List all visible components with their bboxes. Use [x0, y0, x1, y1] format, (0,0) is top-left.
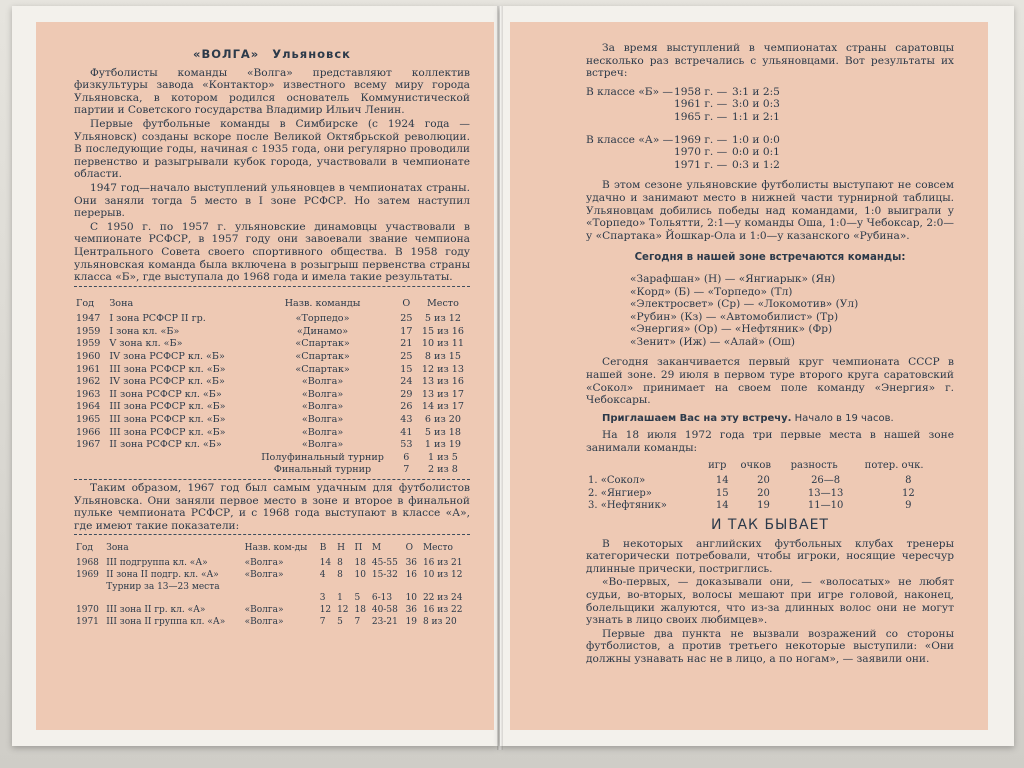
- table-row: [74, 617, 470, 629]
- cell-zone: IV зона РСФСР кл. «Б»: [109, 351, 225, 363]
- cell-place: 10 из 11: [421, 338, 464, 350]
- cell-games: 15: [715, 487, 729, 499]
- table-row: [74, 593, 470, 605]
- table-row: [74, 605, 470, 617]
- col-points: очков: [740, 459, 772, 471]
- table-row: [74, 313, 470, 326]
- cell-place: 22 из 24: [422, 593, 463, 604]
- col-draws: Н: [337, 543, 345, 554]
- cell-team: «Спартак»: [295, 351, 350, 363]
- cell-d: 8: [337, 557, 343, 568]
- col-place: Место: [426, 297, 459, 309]
- cell-year: 1968: [76, 557, 99, 568]
- cell-goals: 23-21: [371, 616, 398, 627]
- cell-team: 3. «Нефтяник»: [588, 500, 667, 512]
- table-rule: [74, 479, 470, 480]
- table-row: [74, 338, 470, 351]
- cell-w: 14: [319, 557, 332, 568]
- table-row: [586, 500, 954, 513]
- table-row: [74, 439, 470, 452]
- table-header-row: [74, 295, 470, 314]
- cell-place: 8 из 20: [422, 616, 457, 627]
- result-year: 1965 г. —: [674, 110, 728, 123]
- col-wins: В: [319, 543, 327, 554]
- cell-place: 16 из 22: [422, 605, 463, 616]
- result-year: 1969 г. —: [674, 133, 728, 146]
- result-class: [586, 159, 674, 172]
- cell-points: 25: [400, 351, 413, 363]
- cell-team: «Волга»: [301, 401, 344, 413]
- cell-points: 43: [400, 414, 413, 426]
- col-games: игр: [708, 459, 727, 471]
- history-paragraph: Футболисты команды «Волга» представляют коллектив физкультуры завода «Контактор» известного всему миру города Ульяновска, в котором родился основатель Коммунистической партии и Советского государства Владимир Ильич Ленин.: [74, 66, 470, 117]
- result-score: 0:3 и 1:2: [732, 158, 780, 171]
- cell-team: «Волга»: [301, 426, 344, 438]
- cell-goals: 40-58: [371, 605, 398, 616]
- cell-place: 10 из 12: [422, 569, 463, 580]
- result-class: [586, 111, 674, 124]
- cell-zone: III зона РСФСР кл. «Б»: [109, 426, 226, 438]
- cell-pts: 36: [405, 605, 418, 616]
- result-year: 1958 г. —: [674, 85, 728, 98]
- col-points: О: [402, 297, 411, 309]
- cell-zone: I зона РСФСР II гр.: [109, 313, 206, 325]
- result-score: 1:0 и 0:0: [732, 133, 780, 146]
- cell-year: 1963: [76, 388, 101, 400]
- table-row: [74, 582, 470, 594]
- cell-points: 6: [403, 451, 410, 463]
- cell-zone: II зона РСФСР кл. «Б»: [109, 439, 222, 451]
- standings-intro: На 18 июля 1972 года три первые места в нашей зоне занимали команды:: [586, 429, 954, 455]
- cell-team: [243, 582, 318, 594]
- table-row: [74, 452, 470, 465]
- cell-w: 12: [319, 605, 332, 616]
- cell-lost-points: 12: [901, 487, 915, 499]
- cell-pts: 10: [405, 593, 418, 604]
- cell-place: [421, 582, 470, 594]
- cell-l: [352, 582, 369, 594]
- result-row: [586, 86, 954, 99]
- col-year: Год: [76, 297, 95, 309]
- cell-year: 1960: [76, 351, 101, 363]
- cell-team: «Спартак»: [295, 363, 350, 375]
- cell-goal-diff: 13—13: [807, 487, 844, 499]
- cell-team: «Торпедо»: [295, 313, 350, 325]
- result-score: 1:1 и 2:1: [732, 110, 780, 123]
- cell-team: 1. «Сокол»: [588, 475, 646, 487]
- table-row: [74, 464, 470, 477]
- table-row: [586, 488, 954, 501]
- cell-year: 1967: [76, 439, 101, 451]
- cell-team: «Динамо»: [296, 325, 349, 337]
- right-page-content: [586, 42, 954, 667]
- cell-place: 13 из 16: [421, 376, 464, 388]
- invitation: [586, 413, 954, 426]
- table-row: [74, 389, 470, 402]
- cell-zone: III зона РСФСР кл. «Б»: [109, 363, 226, 375]
- cell-points: 17: [400, 325, 413, 337]
- table-rule: [74, 534, 470, 535]
- col-goals: М: [371, 543, 382, 554]
- fixture-item: «Зенит» (Иж) — «Алай» (Ош): [630, 335, 796, 348]
- cell-lost-points: 9: [905, 500, 912, 512]
- col-year: Год: [76, 543, 93, 554]
- fixture-item: «Зарафшан» (Н) — «Янгиарык» (Ян): [630, 272, 836, 285]
- cell-lost-points: 8: [905, 475, 912, 487]
- cell-team: Полуфинальный турнир: [261, 451, 384, 463]
- table-row: [74, 427, 470, 440]
- season-paragraph: В этом сезоне ульяновские футболисты выступают не совсем удачно и занимают место в нижней части турнирной таблицы. Ульяновцам добились победы над командами, 1:0 выиграли у «Торпедо» Тольятти, 2:1—у команды Оша, 1:0—у Чебоксар, 2:0—у «Спартака» Йошкар-Ола и 1:0—у казанского «Рубина».: [586, 179, 954, 242]
- result-score: 3:0 и 0:3: [732, 98, 780, 111]
- cell-pts: [404, 582, 421, 594]
- cell-place: 16 из 21: [422, 557, 463, 568]
- cell-place: 5 из 12: [424, 313, 461, 325]
- cell-place: 5 из 18: [424, 426, 461, 438]
- cell-w: [318, 582, 335, 594]
- invitation-time: Начало в 19 часов.: [791, 412, 894, 424]
- cell-year: 1965: [76, 414, 101, 426]
- result-score: 0:0 и 0:1: [732, 146, 780, 159]
- cell-points: 19: [757, 500, 770, 512]
- cell-team: «Волга»: [244, 569, 284, 580]
- table-row: [74, 326, 470, 339]
- col-goal-diff: разность: [790, 459, 838, 471]
- meetings-intro: За время выступлений в чемпионатах страны саратовцы несколько раз встречались с ульяновцами. Вот результаты их встреч:: [586, 42, 954, 80]
- cell-team: «Волга»: [244, 557, 284, 568]
- fixtures-list: [586, 273, 954, 349]
- cell-place: 13 из 17: [421, 388, 464, 400]
- cell-team: «Волга»: [301, 439, 344, 451]
- cell-points: 21: [400, 338, 413, 350]
- cell-place: 12 из 13: [421, 363, 464, 375]
- result-class: [586, 98, 674, 111]
- col-place: Место: [422, 543, 453, 554]
- result-class: [586, 146, 674, 159]
- booklet-fold: [497, 6, 503, 750]
- cell-zone: II зона РСФСР кл. «Б»: [109, 388, 222, 400]
- cell-year: [74, 593, 104, 605]
- summary-paragraph: Таким образом, 1967 год был самым удачным для футболистов Ульяновска. Они заняли первое место в зоне и второе в финальной пульке чемпионата РСФСР, и с 1968 года выступают в классе «А», где имеют такие показатели:: [74, 482, 470, 532]
- invitation-bold: Приглашаем Вас на эту встречу.: [602, 412, 792, 424]
- result-row: [586, 146, 954, 159]
- cell-year: [74, 582, 104, 594]
- col-zone: Зона: [106, 543, 129, 554]
- cell-goals: 6-13: [371, 593, 393, 604]
- cell-w: 7: [319, 616, 326, 627]
- cell-year: 1959: [76, 338, 101, 350]
- cell-team: [243, 593, 318, 605]
- result-year: 1971 г. —: [674, 158, 728, 171]
- cell-l: 5: [354, 593, 361, 604]
- cell-points: 29: [400, 388, 413, 400]
- result-year: 1970 г. —: [674, 146, 728, 159]
- cell-points: 7: [403, 464, 410, 476]
- cell-games: 14: [715, 500, 729, 512]
- result-row: [586, 134, 954, 147]
- class-b-history-table: [74, 295, 470, 477]
- table-header-row: [586, 457, 954, 476]
- section-title: И ТАК БЫВАЕТ: [711, 517, 829, 533]
- cell-zone: I зона кл. «Б»: [109, 325, 180, 337]
- table-row: [74, 570, 470, 582]
- cell-goals: 15-32: [371, 569, 398, 580]
- round-paragraph: Сегодня заканчивается первый круг чемпионата СССР в нашей зоне. 29 июля в первом туре второго круга саратовский «Сокол» принимает на своем поле команду «Энергия» г. Чебоксары.: [586, 356, 954, 407]
- cell-place: 14 из 17: [421, 401, 464, 413]
- team-city: Ульяновск: [272, 47, 351, 61]
- cell-l: 18: [354, 605, 366, 616]
- cell-points: 20: [757, 475, 770, 487]
- table-row: [586, 475, 954, 488]
- left-page: [36, 22, 494, 730]
- table-row: [74, 558, 470, 570]
- cell-year: [74, 452, 107, 465]
- col-team: [586, 457, 706, 476]
- cell-zone: IV зона РСФСР кл. «Б»: [109, 376, 225, 388]
- result-row: [586, 111, 954, 124]
- cell-zone: Турнир за 13—23 места: [106, 581, 220, 592]
- cell-year: 1969: [76, 569, 99, 580]
- cell-place: 8 из 15: [424, 351, 461, 363]
- history-paragraph: Первые футбольные команды в Симбирске (с 1924 года — Ульяновск) созданы вскоре после Великой Октябрьской революции. В последующие годы, начиная с 1935 года, они регулярно проводили первенство и разыгрывали кубок города, участвовали в чемпионате области.: [74, 117, 470, 181]
- col-team: Назв. ком-ды: [244, 543, 308, 554]
- cell-w: 4: [319, 569, 326, 580]
- anecdote-paragraph: «Во-первых, — доказывали они, — «волосатых» не любят судьи, во-вторых, волосы мешают при игре головой, наконец, болельщики жалуются, что из-за длинных волос они не могут узнать в лицо своих любимцев».: [586, 576, 954, 627]
- table-row: [74, 376, 470, 389]
- cell-points: 53: [400, 439, 413, 451]
- cell-goal-diff: 11—10: [807, 500, 844, 512]
- standings-table: [586, 457, 954, 513]
- col-team: Назв. команды: [284, 297, 361, 309]
- table-rule: [74, 286, 470, 287]
- cell-w: 3: [319, 593, 326, 604]
- fixture-item: «Рубин» (Кз) — «Автомобилист» (Тр): [630, 310, 839, 323]
- cell-zone: III зона II гр. кл. «А»: [106, 605, 206, 616]
- cell-zone: III зона РСФСР кл. «Б»: [109, 414, 226, 426]
- cell-place: 2 из 8: [427, 464, 458, 476]
- cell-team: Финальный турнир: [273, 464, 372, 476]
- table-row: [74, 351, 470, 364]
- table-row: [74, 364, 470, 377]
- cell-year: 1970: [76, 605, 99, 616]
- cell-d: 1: [337, 593, 343, 604]
- table-row: [74, 401, 470, 414]
- cell-points: 26: [400, 401, 413, 413]
- cell-points: 24: [400, 376, 413, 388]
- cell-l: 7: [354, 616, 361, 627]
- cell-zone: III подгруппа кл. «А»: [106, 557, 208, 568]
- cell-year: 1947: [76, 313, 101, 325]
- result-class: В классе «А» —: [586, 133, 674, 146]
- cell-pts: 16: [405, 569, 418, 580]
- cell-year: 1959: [76, 325, 101, 337]
- result-row: [586, 98, 954, 111]
- cell-team: «Волга»: [244, 605, 284, 616]
- team-title: [74, 48, 470, 61]
- cell-games: 14: [715, 475, 729, 487]
- cell-year: 1971: [76, 616, 99, 627]
- fixture-item: «Корд» (Б) — «Торпедо» (Тл): [630, 285, 793, 298]
- cell-place: 15 из 16: [421, 325, 464, 337]
- cell-d: [335, 582, 352, 594]
- cell-team: 2. «Янгиер»: [588, 487, 652, 499]
- table-row: [74, 414, 470, 427]
- cell-goals: 45-55: [371, 557, 398, 568]
- cell-points: 20: [757, 487, 770, 499]
- fixture-item: «Энергия» (Ор) — «Нефтяник» (Фр): [630, 323, 833, 336]
- cell-team: «Волга»: [301, 414, 344, 426]
- result-class: В классе «Б» —: [586, 85, 674, 98]
- col-points: О: [405, 543, 413, 554]
- cell-d: 5: [337, 616, 343, 627]
- anecdote-paragraph: В некоторых английских футбольных клубах тренеры категорически потребовали, чтобы игроки, носящие чересчур длинные прически, постриглись.: [586, 537, 954, 575]
- cell-zone: [107, 452, 248, 465]
- result-score: 3:1 и 2:5: [732, 85, 780, 98]
- cell-l: 18: [354, 557, 366, 568]
- today-fixtures-heading: Сегодня в нашей зоне встречаются команды:: [634, 252, 906, 264]
- col-lost-points: потер. очк.: [864, 459, 924, 471]
- team-name: «ВОЛГА»: [193, 47, 260, 61]
- cell-place: 6 из 20: [424, 414, 461, 426]
- cell-year: [74, 464, 107, 477]
- right-page: [510, 22, 988, 730]
- cell-points: 41: [400, 426, 413, 438]
- history-paragraph: С 1950 г. по 1957 г. ульяновские динамовцы участвовали в чемпионате РСФСР, в 1957 году они завоевали звание чемпиона Центрального Совета своего спортивного общества. В 1958 году ульяновская команда была включена в розыгрыш первенства страны класса «Б», где выступала до 1968 года и имела такие результаты.: [74, 220, 470, 284]
- cell-zone: V зона кл. «Б»: [109, 338, 183, 350]
- cell-points: 15: [400, 363, 413, 375]
- head-to-head-results: [586, 86, 954, 172]
- cell-place: 1 из 5: [427, 451, 458, 463]
- cell-year: 1962: [76, 376, 101, 388]
- cell-year: 1966: [76, 426, 101, 438]
- cell-d: 8: [337, 569, 343, 580]
- cell-goal-diff: 26—8: [811, 475, 841, 487]
- cell-l: 10: [354, 569, 366, 580]
- history-paragraph: 1947 год—начало выступлений ульяновцев в чемпионатах страны. Они заняли тогда 5 место в I зоне РСФСР. Но затем наступил перерыв.: [74, 181, 470, 220]
- cell-zone: III зона II группа кл. «А»: [106, 616, 226, 627]
- cell-pts: 36: [405, 557, 418, 568]
- cell-zone: [104, 593, 242, 605]
- cell-team: «Волга»: [244, 616, 284, 627]
- cell-team: «Волга»: [301, 388, 344, 400]
- cell-zone: II зона II подгр. кл. «А»: [106, 569, 219, 580]
- cell-place: 1 из 19: [424, 439, 461, 451]
- anecdote-paragraph: Первые два пункта не вызвали возражений со стороны футболистов, а против третьего некоторые выступили: «Они должны узнавать нас не в лицо, а по ногам», — заявили они.: [586, 627, 954, 665]
- cell-goals: [370, 582, 404, 594]
- result-row: [586, 159, 954, 172]
- col-losses: П: [354, 543, 363, 554]
- result-year: 1961 г. —: [674, 98, 728, 111]
- cell-team: «Спартак»: [295, 338, 350, 350]
- cell-year: 1964: [76, 401, 101, 413]
- col-zone: Зона: [109, 297, 134, 309]
- cell-points: 25: [400, 313, 413, 325]
- table-header-row: [74, 539, 470, 558]
- class-a-history-table: [74, 539, 470, 628]
- cell-year: 1961: [76, 363, 101, 375]
- cell-pts: 19: [405, 616, 418, 627]
- cell-zone: [107, 464, 248, 477]
- cell-team: «Волга»: [301, 376, 344, 388]
- left-page-content: [74, 48, 470, 629]
- fixture-item: «Электросвет» (Ср) — «Локомотив» (Ул): [630, 298, 859, 311]
- cell-zone: III зона РСФСР кл. «Б»: [109, 401, 226, 413]
- cell-d: 12: [337, 605, 349, 616]
